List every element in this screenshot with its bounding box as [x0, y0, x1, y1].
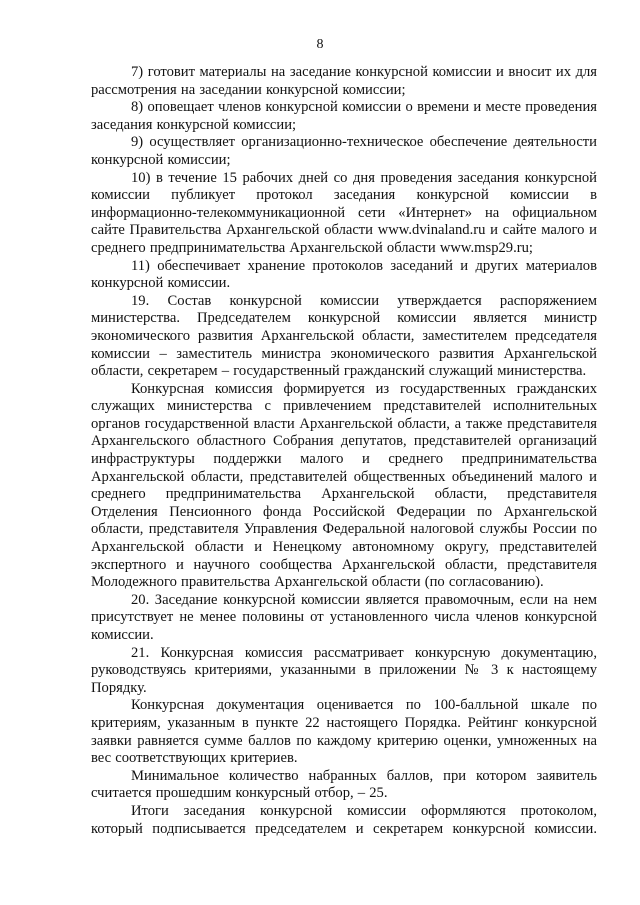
paragraph-clause-20: 20. Заседание конкурсной комиссии является правомочным, если на нем присутствует не менее половины от установленного числа членов конкурсной комиссии. [91, 591, 597, 643]
paragraph-scoring: Конкурсная документация оценивается по 100-балльной шкале по критериям, указанным в пункте 22 настоящего Порядка. Рейтинг конкурсной заявки равняется сумме баллов по каждому критерию оценки, умноженных на вес соответствующих критериев. [91, 697, 597, 767]
paragraph-item-10: 10) в течение 15 рабочих дней со дня проведения заседания конкурсной комиссии публикует протокол заседания конкурсной комиссии в информационно-телекоммуникационной сети «Интернет» на официальном сайте Правительства Архангельской области www.dvinaland.ru и сайте малого и среднего предпринимательства Архангельской области www.msp29.ru; [91, 169, 597, 256]
document-body [91, 64, 597, 838]
paragraph-clause-21: 21. Конкурсная комиссия рассматривает конкурсную документацию, руководствуясь критериями, указанными в приложении № 3 к настоящему Порядку. [91, 644, 597, 696]
paragraph-item-11: 11) обеспечивает хранение протоколов заседаний и других материалов конкурсной комиссии. [91, 257, 597, 292]
paragraph-commission-composition: Конкурсная комиссия формируется из государственных гражданских служащих министерства с привлечением представителей исполнительных органов государственной власти Архангельской области, а также представителя Архангельского областного Собрания депутатов, представителей организаций инфраструктуры поддержки малого и среднего предпринимательства Архангельской области, представителей общественных объединений малого и среднего предпринимательства Архангельской области, представителя Отделения Пенсионного фонда Российской Федерации по Архангельской области, представителя Управления Федеральной налоговой службы России по Архангельской области и Ненецкому автономному округу, представителей экспертного и научного сообщества Архангельской области, представителя Молодежного правительства Архангельской области (по согласованию). [91, 380, 597, 591]
page-number: 8 [316, 37, 324, 52]
paragraph-clause-19: 19. Состав конкурсной комиссии утверждается распоряжением министерства. Председателем конкурсной комиссии является министр экономического развития Архангельской области, заместителем председателя комиссии – заместитель министра экономического развития Архангельской области, секретарем – государственный гражданский служащий министерства. [91, 292, 597, 380]
paragraph-minimum-score: Минимальное количество набранных баллов, при котором заявитель считается прошедшим конкурсный отбор, – 25. [91, 767, 597, 802]
paragraph-item-7: 7) готовит материалы на заседание конкурсной комиссии и вносит их для рассмотрения на заседании конкурсной комиссии; [91, 64, 597, 98]
paragraph-results-protocol: Итоги заседания конкурсной комиссии оформляются протоколом, который подписывается председателем и секретарем конкурсной комиссии. [91, 802, 597, 837]
paragraph-item-9: 9) осуществляет организационно-техническое обеспечение деятельности конкурсной комиссии; [91, 134, 597, 168]
paragraph-item-8: 8) оповещает членов конкурсной комиссии о времени и месте проведения заседания конкурсной комиссии; [91, 99, 597, 133]
